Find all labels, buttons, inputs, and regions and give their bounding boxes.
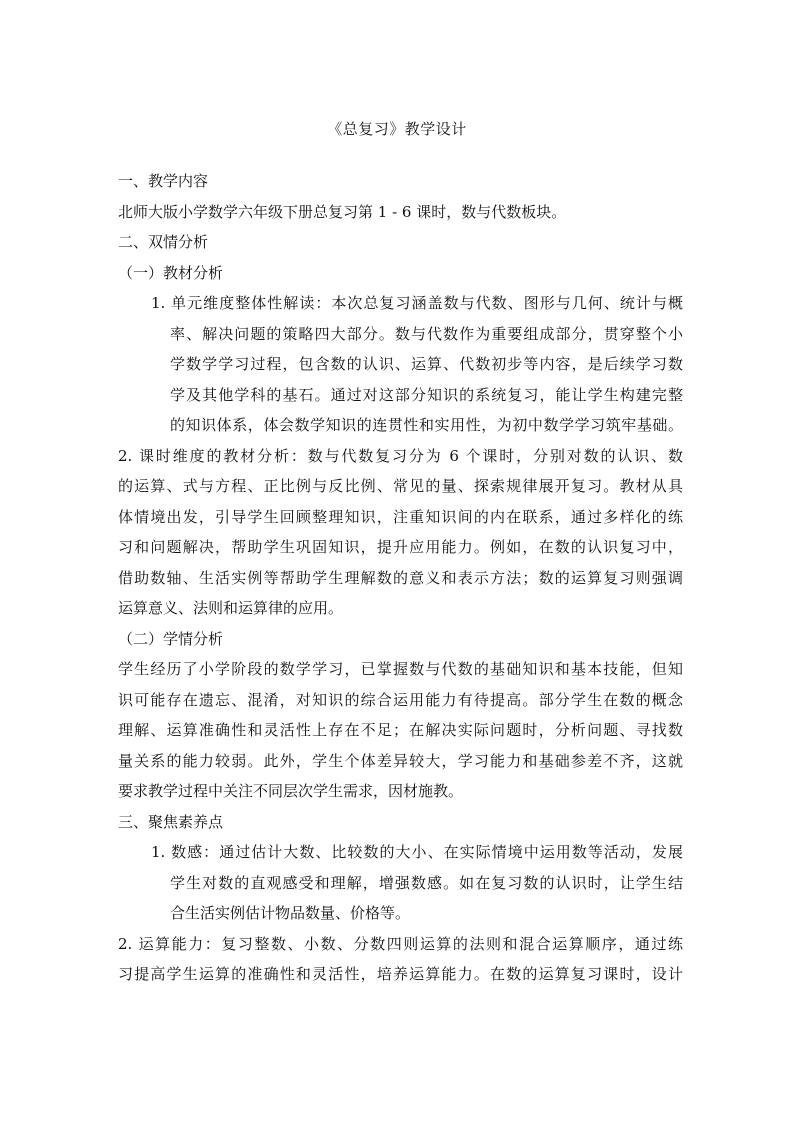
subsection-heading: （一）教材分析	[118, 263, 224, 282]
section-heading: 二、双情分析	[118, 233, 209, 251]
paragraph-line: 理解、运算准确性和灵活性上存在不足；在解决实际问题时，分析问题、寻找数	[118, 721, 683, 739]
paragraph-line: 1. 单元维度整体性解读：本次总复习涵盖数与代数、图形与几何、统计与概	[151, 294, 683, 312]
paragraph-line: 北师大版小学数学六年级下册总复习第 1 - 6 课时，数与代数板块。	[118, 202, 567, 221]
section-heading: 一、教学内容	[118, 172, 209, 190]
paragraph-line: 学及其他学科的基石。通过对这部分知识的系统复习，能让学生构建完整	[170, 385, 683, 404]
paragraph-line: 习提高学生运算的准确性和灵活性，培养运算能力。在数的运算复习课时，设计	[118, 965, 683, 983]
paragraph-line: 的运算、式与方程、正比例与反比例、常见的量、探索规律展开复习。教材从具	[118, 477, 683, 495]
paragraph-line: 运算意义、法则和运算律的应用。	[118, 599, 344, 617]
paragraph-line: 学数学学习过程，包含数的认识、运算、代数初步等内容，是后续学习数	[170, 355, 683, 373]
subsection-heading: （二）学情分析	[118, 629, 224, 648]
section-heading: 三、聚焦素养点	[118, 812, 224, 831]
document-body	[118, 166, 683, 990]
paragraph-line: 2. 运算能力：复习整数、小数、分数四则运算的法则和混合运算顺序，通过练	[118, 934, 683, 953]
paragraph-line: 量关系的能力较弱。此外，学生个体差异较大，学习能力和基础参差不齐，这就	[118, 751, 683, 770]
paragraph-line: 体情境出发，引导学生回顾整理知识，注重知识间的内在联系，通过多样化的练	[118, 507, 683, 526]
paragraph-line: 合生活实例估计物品数量、价格等。	[170, 904, 411, 922]
paragraph-line: 学生对数的直观感受和理解，增强数感。如在复习数的认识时，让学生结	[170, 873, 683, 892]
document-title: 《总复习》教学设计	[327, 120, 467, 138]
paragraph-line: 率、解决问题的策略四大部分。数与代数作为重要组成部分，贯穿整个小	[170, 324, 683, 343]
paragraph-line: 1. 数感：通过估计大数、比较数的大小、在实际情境中运用数等活动，发展	[151, 843, 683, 861]
paragraph-line: 习和问题解决，帮助学生巩固知识，提升应用能力。例如，在数的认识复习中，	[118, 538, 683, 556]
paragraph-line: 要求教学过程中关注不同层次学生需求，因材施教。	[118, 782, 464, 800]
paragraph-line: 借助数轴、生活实例等帮助学生理解数的意义和表示方法；数的运算复习则强调	[118, 568, 683, 587]
paragraph-line: 识可能存在遗忘、混淆，对知识的综合运用能力有待提高。部分学生在数的概念	[118, 690, 683, 709]
paragraph-line: 的知识体系，体会数学知识的连贯性和实用性，为初中数学学习筑牢基础。	[170, 416, 683, 434]
paragraph-line: 学生经历了小学阶段的数学学习，已掌握数与代数的基础知识和基本技能，但知	[118, 660, 683, 678]
paragraph-line: 2. 课时维度的教材分析：数与代数复习分为 6 个课时，分别对数的认识、数	[118, 446, 683, 465]
